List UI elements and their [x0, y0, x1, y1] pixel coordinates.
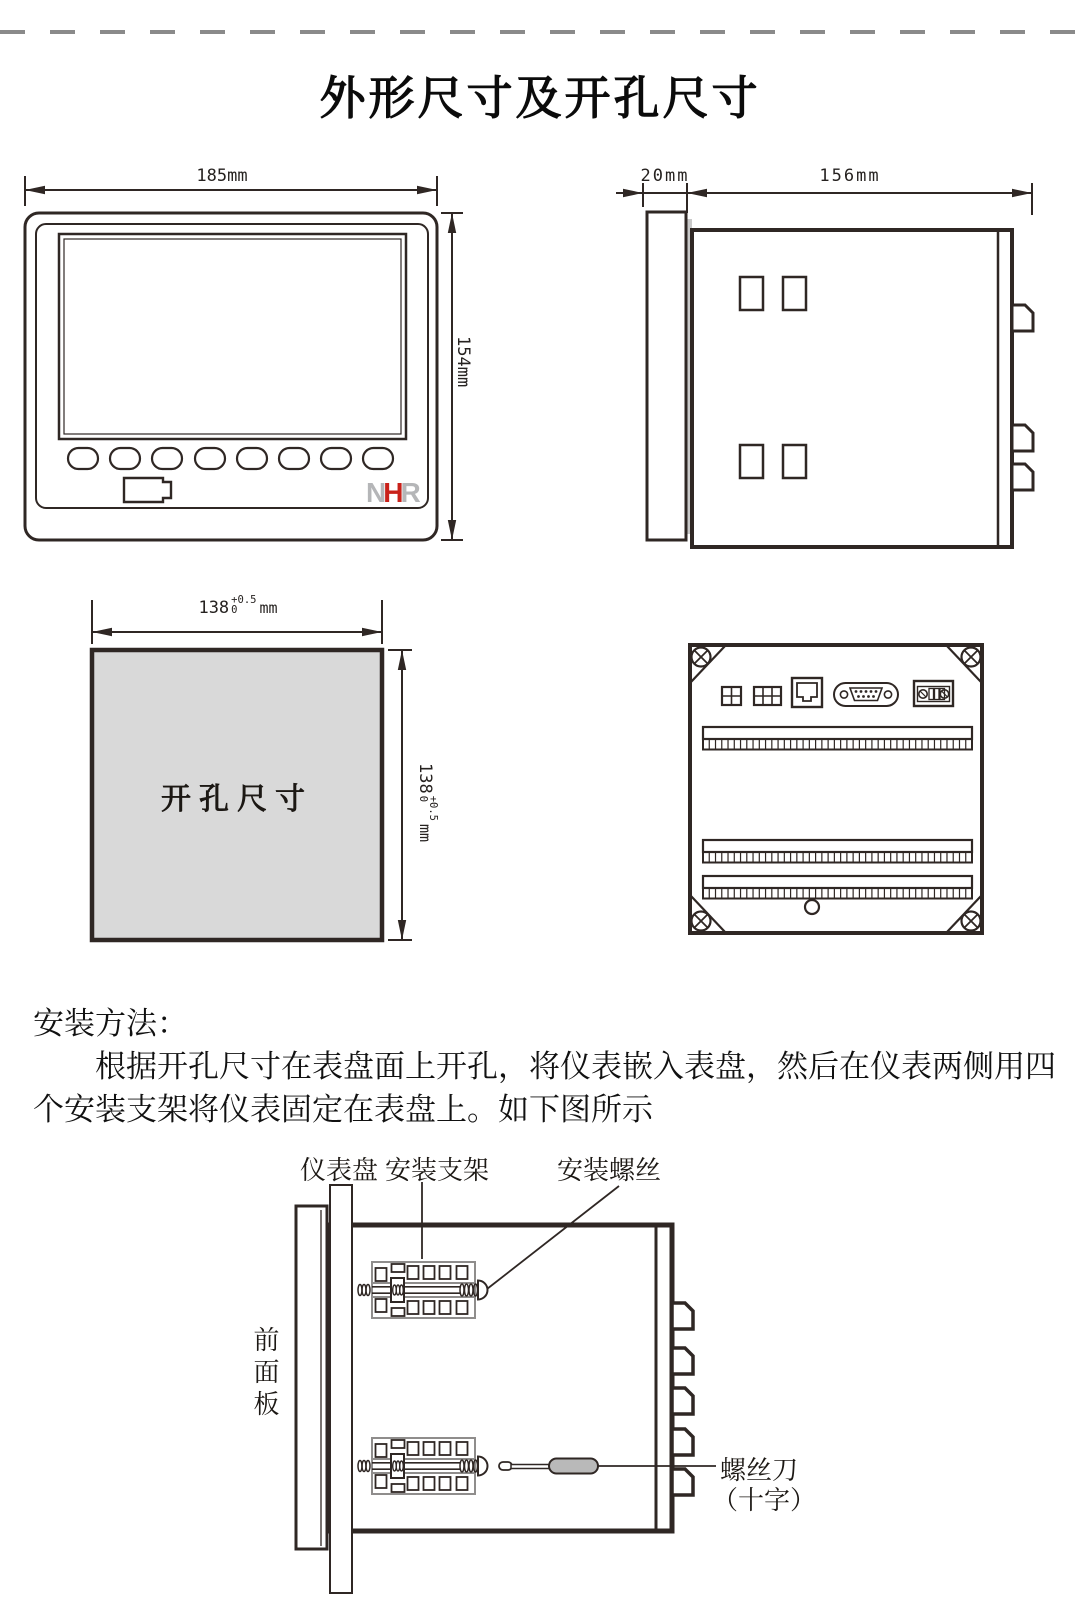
back-ethernet-port: [792, 678, 822, 707]
back-power-terminal: [914, 681, 953, 706]
nhr-logo-n: N: [366, 477, 384, 508]
side-depth-dim-label: [620, 166, 710, 186]
cutout-drawing: [92, 600, 412, 940]
back-serial-db9-port: [834, 683, 898, 706]
side-vent-slots: [740, 277, 806, 478]
side-latch-hooks: [1012, 305, 1033, 490]
back-terminal-strips: [703, 727, 972, 899]
nhr-logo: [366, 477, 418, 509]
label-screwdriver: 螺丝刀: [720, 1456, 799, 1485]
front-height-dim-label: [453, 336, 473, 387]
page-title: 外形尺寸及开孔尺寸: [319, 72, 761, 124]
screwdriver: [499, 1459, 598, 1474]
install-bracket-bottom: [358, 1438, 488, 1494]
front-height-dim-value: 154mm: [453, 336, 473, 388]
cutout-height-dimension-lines: [388, 650, 412, 940]
nhr-logo-h: H: [383, 477, 401, 508]
front-buttons-row: [68, 448, 393, 469]
cutout-width-dim-label: [168, 595, 308, 621]
label-front-panel: 前面板: [250, 1326, 279, 1422]
cutout-width-dim-unit: mm: [259, 599, 278, 617]
side-depth-dim-value: 20mm: [640, 166, 690, 186]
cutout-label: 开孔尺寸: [161, 783, 313, 816]
front-usb-cover: [124, 478, 171, 502]
front-width-dim-label: [170, 166, 274, 186]
install-front-panel: [296, 1206, 327, 1549]
side-body-dim-label: [795, 166, 905, 186]
installation-paragraph-line2: 个安装支架将仪表固定在表盘上。如下图所示: [33, 1092, 653, 1127]
install-mounting-panel-hatched: [330, 1185, 352, 1593]
side-body-dim-value: 156mm: [819, 166, 881, 186]
back-connector-2pin: [722, 687, 741, 705]
label-instrument-panel: 仪表盘: [300, 1156, 379, 1185]
installation-text-block: [33, 1002, 1073, 1131]
label-mounting-screw: 安装螺丝: [557, 1156, 662, 1185]
cutout-height-dim-value: 138: [415, 763, 435, 794]
cutout-width-dim-value: 138: [198, 598, 230, 618]
label-mounting-bracket: 安装支架: [385, 1156, 490, 1185]
cutout-height-dim-label: [412, 763, 438, 842]
back-view-drawing: [690, 645, 982, 933]
installation-drawing: [296, 1182, 716, 1593]
front-screen: [59, 234, 406, 439]
label-screwdriver-type: （十字）: [712, 1486, 817, 1515]
back-bottom-hole: [805, 900, 819, 914]
side-view-dimensions: [616, 183, 1032, 215]
cutout-height-tolerance: +0.5 0: [417, 795, 439, 822]
cutout-height-dim-unit: mm: [416, 824, 434, 843]
front-width-dim-value: 185mm: [196, 166, 248, 186]
install-bracket-top: [358, 1262, 488, 1318]
cutout-width-tolerance: +0.5 0: [231, 594, 257, 616]
installation-heading: 安装方法：: [33, 1006, 188, 1041]
side-front-bezel: [647, 212, 686, 540]
nhr-logo-r: R: [400, 477, 418, 508]
back-connector-3pin: [754, 687, 781, 705]
installation-paragraph-line1: 根据开孔尺寸在表盘面上开孔，将仪表嵌入表盘，然后在仪表两侧用四: [95, 1049, 1056, 1084]
side-view-drawing: [616, 183, 1033, 547]
